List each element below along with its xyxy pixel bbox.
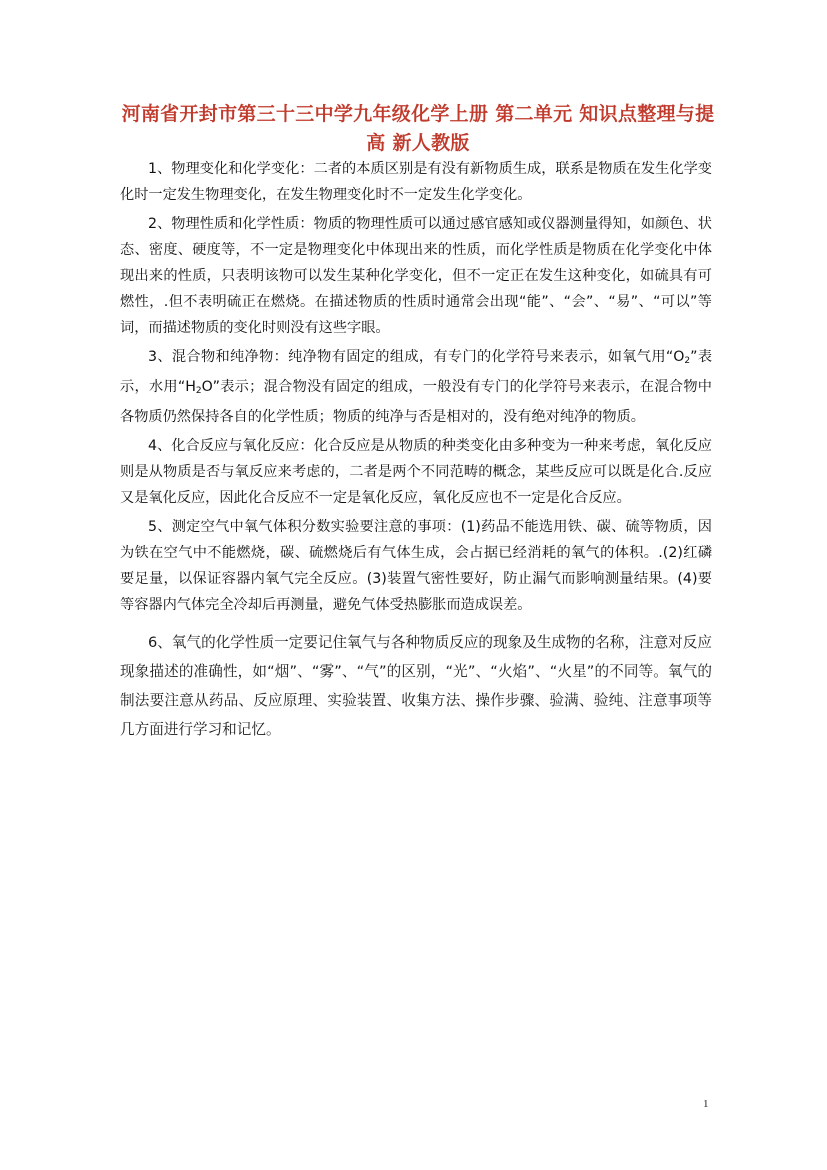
paragraph-6: 6、氧气的化学性质一定要记住氧气与各种物质反应的现象及生成物的名称，注意对反应现象描述的准确性，如“烟”、“雾”、“气”的区别，“光”、“火焰”、“火星”的不同等。氧气的制法要注意从药品、反应原理、实验装置、收集方法、操作步骤、验满、验纯、注意事项等几方面进行学习和记忆。 (120, 634, 712, 738)
document-title: 河南省开封市第三十三中学九年级化学上册 第二单元 知识点整理与提高 新人教版 (121, 103, 715, 154)
document-body (120, 156, 712, 744)
paragraph-5: 5、测定空气中氧气体积分数实验要注意的事项：(1)药品不能选用铁、碳、硫等物质，因为铁在空气中不能燃烧，碳、硫燃烧后有气体生成，会占据已经消耗的氧气的体积。.(2)红磷要足量，以保证容器内氧气完全反应。(3)装置气密性要好，防止漏气而影响测量结果。(4)要等容器内气体完全冷却后再测量，避免气体受热膨胀而造成误差。 (120, 519, 713, 613)
page-number: 1 (703, 1098, 709, 1110)
paragraph-3-part-3: O”表示；混合物没有固定的组成，一般没有专门的化学符号来表示，在混合物中各物质仍然保持各自的化学性质；物质的纯净与否是相对的，没有绝对纯净的物质。 (120, 379, 712, 425)
paragraph-3-part-1: 3、混合物和纯净物：纯净物有固定的组成，有专门的化学符号来表示，如氧气用“O (148, 349, 685, 365)
paragraph-1: 1、物理变化和化学变化：二者的本质区别是有没有新物质生成，联系是物质在发生化学变化时一定发生物理变化，在发生物理变化时不一定发生化学变化。 (120, 161, 712, 203)
paragraph-2: 2、物理性质和化学性质：物质的物理性质可以通过感官感知或仪器测量得知，如颜色、状态、密度、硬度等，不一定是物理变化中体现出来的性质，而化学性质是物质在化学变化中体现出来的性质，只表明该物可以发生某种化学变化，但不一定正在发生这种变化，如硫具有可燃性，.但不表明硫正在燃烧。在描述物质的性质时通常会出现“能”、“会”、“易”、“可以”等词，而描述物质的变化时则没有这些字眼。 (120, 216, 712, 336)
h2o-subscript: 2 (195, 386, 202, 396)
paragraph-4: 4、化合反应与氧化反应：化合反应是从物质的种类变化由多种变为一种来考虑，氧化反应则是从物质是否与氧反应来考虑的，二者是两个不同范畴的概念，某些反应可以既是化合.反应又是氧化反应，因此化合反应不一定是氧化反应，氧化反应也不一定是化合反应。 (120, 438, 712, 506)
paragraph-3-part-2: ”表示，水用“H (120, 349, 713, 395)
o2-subscript: 2 (684, 356, 691, 366)
paragraph-3 (120, 344, 712, 430)
